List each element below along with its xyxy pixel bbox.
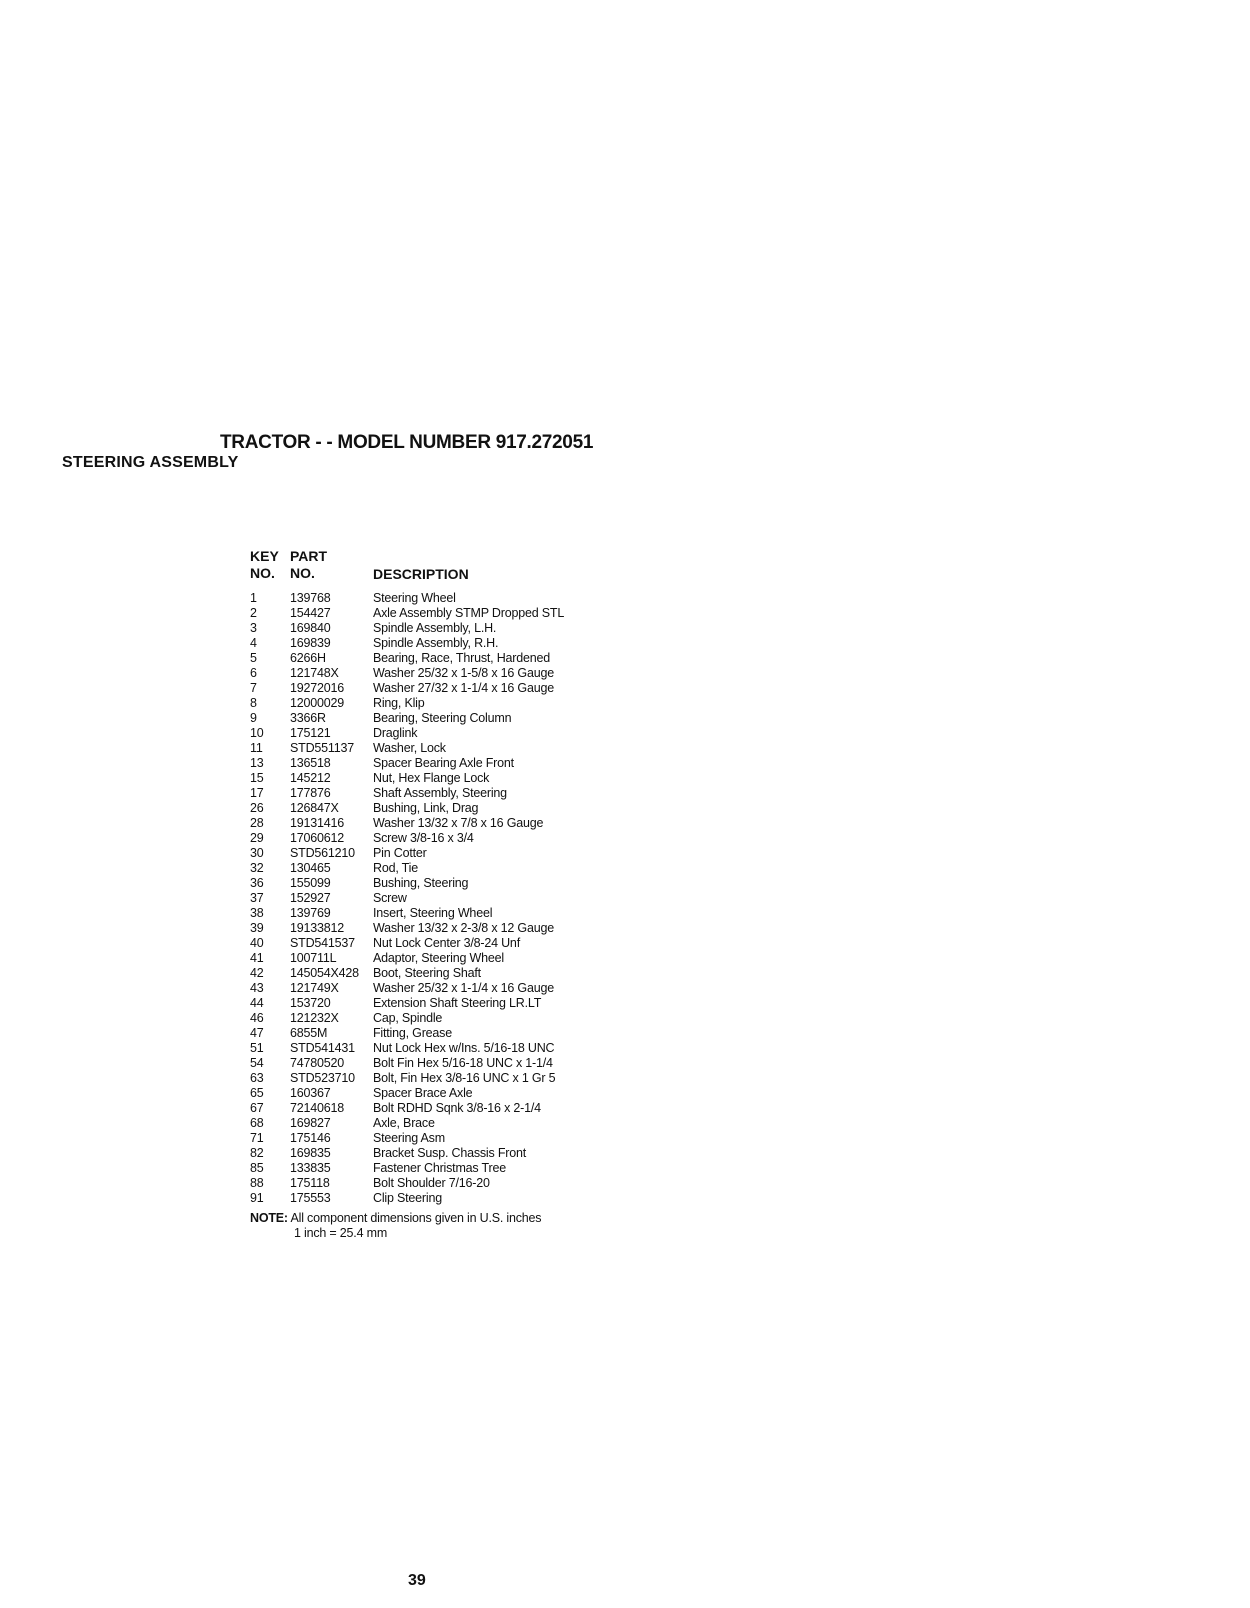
key-no-header	[250, 548, 290, 582]
key-header-line2: NO.	[250, 565, 275, 581]
parts-row	[250, 636, 564, 651]
parts-row	[250, 891, 564, 906]
key-number: 44	[250, 996, 264, 1010]
part-description: Nut Lock Hex w/Ins. 5/16-18 UNC	[373, 1041, 555, 1055]
part-description: Steering Asm	[373, 1131, 445, 1145]
parts-row	[250, 981, 564, 996]
part-description: Shaft Assembly, Steering	[373, 786, 507, 800]
part-description: Bushing, Steering	[373, 876, 469, 890]
key-number: 46	[250, 1011, 264, 1025]
key-number: 2	[250, 606, 257, 620]
key-number: 4	[250, 636, 257, 650]
part-description: Fitting, Grease	[373, 1026, 452, 1040]
parts-row	[250, 771, 564, 786]
part-description: Rod, Tie	[373, 861, 418, 875]
parts-row	[250, 816, 564, 831]
parts-row	[250, 876, 564, 891]
part-description: Bearing, Steering Column	[373, 711, 512, 725]
part-number: 169835	[290, 1146, 331, 1160]
part-description: Screw 3/8-16 x 3/4	[373, 831, 474, 845]
parts-row	[250, 1176, 564, 1191]
part-number: STD551137	[290, 741, 354, 755]
key-number: 1	[250, 591, 257, 605]
parts-row	[250, 906, 564, 921]
part-number: 6855M	[290, 1026, 328, 1040]
parts-row	[250, 696, 564, 711]
parts-row	[250, 1146, 564, 1161]
parts-row	[250, 651, 564, 666]
part-description: Spindle Assembly, L.H.	[373, 621, 497, 635]
key-number: 11	[250, 741, 263, 755]
parts-row	[250, 756, 564, 771]
part-number: STD523710	[290, 1071, 355, 1085]
parts-list	[250, 591, 564, 1206]
page-title: TRACTOR - - MODEL NUMBER 917.272051	[220, 432, 594, 453]
key-number: 88	[250, 1176, 264, 1190]
part-description: Axle, Brace	[373, 1116, 435, 1130]
key-number: 43	[250, 981, 264, 995]
parts-row	[250, 861, 564, 876]
key-number: 40	[250, 936, 264, 950]
parts-row	[250, 936, 564, 951]
key-number: 10	[250, 726, 264, 740]
part-description: Boot, Steering Shaft	[373, 966, 481, 980]
key-number: 32	[250, 861, 264, 875]
part-description: Bolt RDHD Sqnk 3/8-16 x 2-1/4	[373, 1101, 541, 1115]
part-number: 139768	[290, 591, 331, 605]
parts-row	[250, 1026, 564, 1041]
section-title: STEERING ASSEMBLY	[62, 454, 239, 471]
part-description: Bolt Shoulder 7/16-20	[373, 1176, 490, 1190]
part-number: 160367	[290, 1086, 331, 1100]
part-description: Pin Cotter	[373, 846, 427, 860]
key-number: 65	[250, 1086, 264, 1100]
parts-row	[250, 996, 564, 1011]
part-description: Washer 27/32 x 1-1/4 x 16 Gauge	[373, 681, 554, 695]
parts-row	[250, 726, 564, 741]
parts-row	[250, 1191, 564, 1206]
part-number: 175553	[290, 1191, 331, 1205]
parts-row	[250, 1056, 564, 1071]
key-number: 39	[250, 921, 264, 935]
parts-row	[250, 1011, 564, 1026]
key-number: 36	[250, 876, 264, 890]
part-description: Washer 13/32 x 7/8 x 16 Gauge	[373, 816, 544, 830]
part-description: Bushing, Link, Drag	[373, 801, 479, 815]
key-number: 68	[250, 1116, 264, 1130]
parts-row	[250, 1041, 564, 1056]
key-number: 47	[250, 1026, 264, 1040]
part-number: 133835	[290, 1161, 331, 1175]
part-number: 169839	[290, 636, 331, 650]
part-number: 155099	[290, 876, 331, 890]
parts-row	[250, 621, 564, 636]
part-number: 169827	[290, 1116, 331, 1130]
key-number: 6	[250, 666, 257, 680]
key-number: 29	[250, 831, 264, 845]
part-number: 121232X	[290, 1011, 339, 1025]
key-number: 3	[250, 621, 257, 635]
part-number: 121748X	[290, 666, 339, 680]
part-description: Draglink	[373, 726, 418, 740]
part-header-line1: PART	[290, 548, 328, 564]
part-number: 152927	[290, 891, 331, 905]
key-number: 51	[250, 1041, 264, 1055]
parts-row	[250, 786, 564, 801]
part-description: Spacer Brace Axle	[373, 1086, 473, 1100]
part-number: 6266H	[290, 651, 326, 665]
parts-row	[250, 591, 564, 606]
parts-row	[250, 921, 564, 936]
part-number: 17060612	[290, 831, 345, 845]
key-number: 26	[250, 801, 264, 815]
parts-row	[250, 1071, 564, 1086]
part-description: Adaptor, Steering Wheel	[373, 951, 504, 965]
key-number: 67	[250, 1101, 264, 1115]
parts-row	[250, 951, 564, 966]
key-header-line1: KEY	[250, 548, 279, 564]
part-number: 153720	[290, 996, 331, 1010]
note-conversion: 1 inch = 25.4 mm	[294, 1226, 388, 1240]
key-number: 9	[250, 711, 257, 725]
key-number: 8	[250, 696, 257, 710]
part-description: Fastener Christmas Tree	[373, 1161, 506, 1175]
key-number: 71	[250, 1131, 264, 1145]
part-no-header	[290, 548, 350, 582]
key-number: 63	[250, 1071, 264, 1085]
part-description: Spindle Assembly, R.H.	[373, 636, 499, 650]
part-number: STD561210	[290, 846, 355, 860]
key-number: 5	[250, 651, 257, 665]
part-description: Washer 13/32 x 2-3/8 x 12 Gauge	[373, 921, 554, 935]
parts-row	[250, 1101, 564, 1116]
key-number: 13	[250, 756, 264, 770]
key-number: 7	[250, 681, 257, 695]
parts-row	[250, 711, 564, 726]
key-number: 82	[250, 1146, 264, 1160]
part-number: 126847X	[290, 801, 339, 815]
part-description: Washer 25/32 x 1-1/4 x 16 Gauge	[373, 981, 554, 995]
parts-row	[250, 1086, 564, 1101]
parts-row	[250, 966, 564, 981]
part-number: 177876	[290, 786, 331, 800]
part-number: 145054X428	[290, 966, 359, 980]
part-number: STD541431	[290, 1041, 355, 1055]
parts-row	[250, 846, 564, 861]
key-number: 54	[250, 1056, 264, 1070]
part-number: 154427	[290, 606, 331, 620]
part-number: 175118	[290, 1176, 330, 1190]
part-number: 3366R	[290, 711, 326, 725]
key-number: 15	[250, 771, 264, 785]
part-number: STD541537	[290, 936, 355, 950]
part-description: Clip Steering	[373, 1191, 442, 1205]
note-label: NOTE:	[250, 1211, 288, 1225]
key-number: 91	[250, 1191, 264, 1205]
part-description: Axle Assembly STMP Dropped STL	[373, 606, 565, 620]
part-number: 19131416	[290, 816, 345, 830]
part-number: 12000029	[290, 696, 345, 710]
part-description: Washer 25/32 x 1-5/8 x 16 Gauge	[373, 666, 554, 680]
part-number: 139769	[290, 906, 331, 920]
part-number: 100711L	[290, 951, 337, 965]
part-description: Extension Shaft Steering LR.LT	[373, 996, 542, 1010]
part-description: Steering Wheel	[373, 591, 456, 605]
part-number: 175121	[290, 726, 331, 740]
key-number: 85	[250, 1161, 264, 1175]
part-description: Bracket Susp. Chassis Front	[373, 1146, 526, 1160]
parts-row	[250, 606, 564, 621]
parts-row	[250, 1116, 564, 1131]
parts-row	[250, 801, 564, 816]
part-header-line2: NO.	[290, 565, 315, 581]
description-header: DESCRIPTION	[373, 566, 469, 582]
part-number: 121749X	[290, 981, 339, 995]
part-description: Bolt Fin Hex 5/16-18 UNC x 1-1/4	[373, 1056, 553, 1070]
key-number: 38	[250, 906, 264, 920]
part-description: Nut, Hex Flange Lock	[373, 771, 490, 785]
part-number: 145212	[290, 771, 331, 785]
parts-row	[250, 666, 564, 681]
part-description: Washer, Lock	[373, 741, 446, 755]
parts-row	[250, 1131, 564, 1146]
key-number: 30	[250, 846, 264, 860]
part-number: 175146	[290, 1131, 331, 1145]
parts-row	[250, 681, 564, 696]
key-number: 41	[250, 951, 264, 965]
part-number: 136518	[290, 756, 331, 770]
key-number: 17	[250, 786, 264, 800]
part-description: Nut Lock Center 3/8-24 Unf	[373, 936, 520, 950]
key-number: 42	[250, 966, 264, 980]
key-number: 28	[250, 816, 264, 830]
part-description: Ring, Klip	[373, 696, 425, 710]
part-description: Bearing, Race, Thrust, Hardened	[373, 651, 551, 665]
key-number: 37	[250, 891, 264, 905]
note-text: All component dimensions given in U.S. inches	[290, 1211, 542, 1225]
part-number: 72140618	[290, 1101, 345, 1115]
page-number: 39	[408, 1572, 426, 1589]
part-description: Spacer Bearing Axle Front	[373, 756, 514, 770]
note	[250, 1211, 541, 1241]
part-description: Insert, Steering Wheel	[373, 906, 493, 920]
part-description: Cap, Spindle	[373, 1011, 443, 1025]
parts-row	[250, 741, 564, 756]
part-number: 19133812	[290, 921, 345, 935]
part-number: 169840	[290, 621, 331, 635]
part-number: 19272016	[290, 681, 345, 695]
parts-row	[250, 831, 564, 846]
part-description: Screw	[373, 891, 407, 905]
part-number: 74780520	[290, 1056, 345, 1070]
part-description: Bolt, Fin Hex 3/8-16 UNC x 1 Gr 5	[373, 1071, 556, 1085]
part-number: 130465	[290, 861, 331, 875]
parts-row	[250, 1161, 564, 1176]
